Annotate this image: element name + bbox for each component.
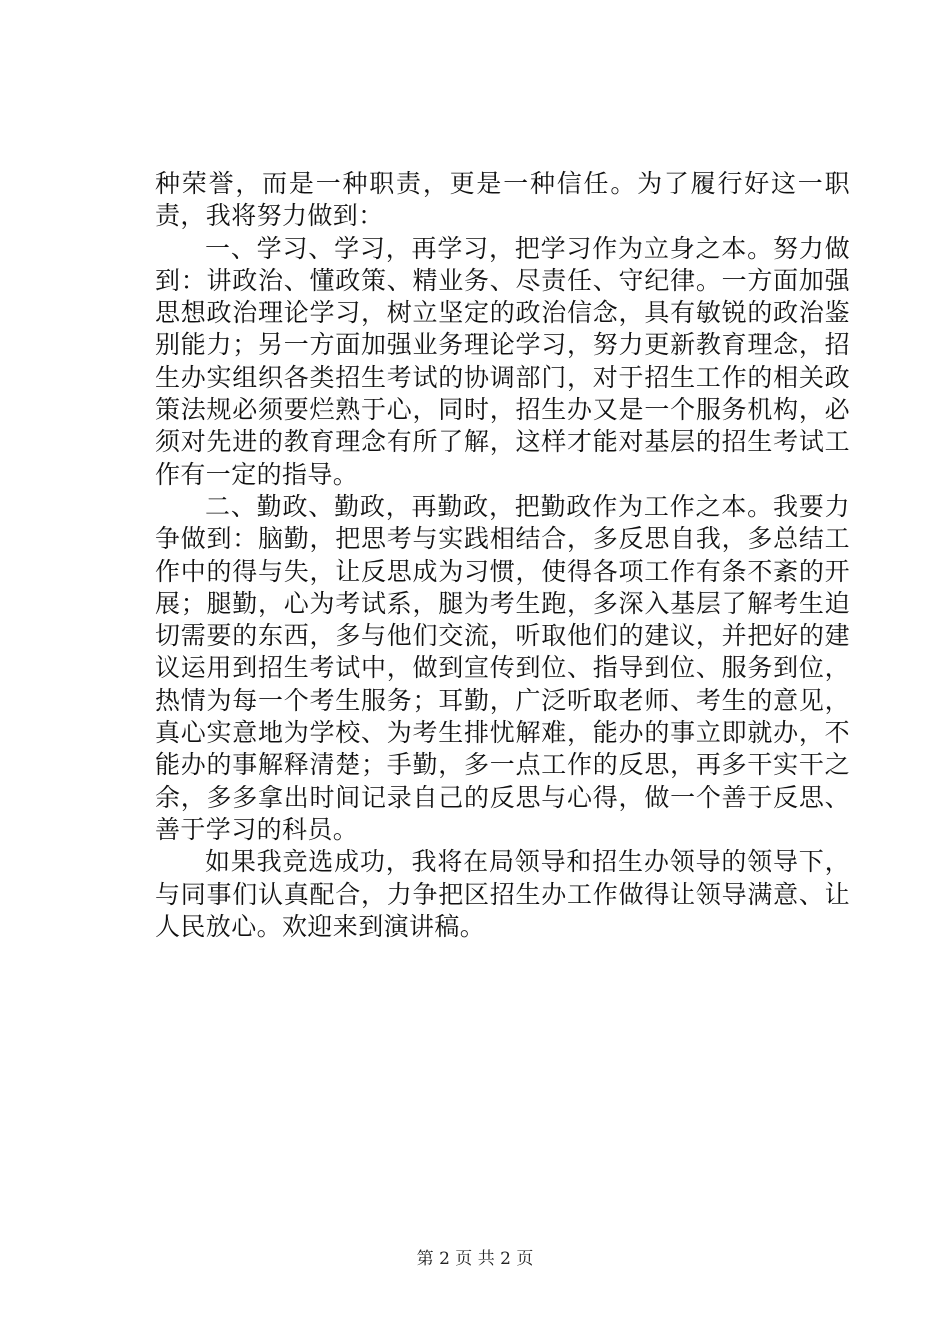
document-body: [155, 168, 850, 943]
paragraph-diligence: 二、勤政、勤政，再勤政，把勤政作为工作之本。我要力争做到：脑勤，把思考与实践相结合，多反思自我，多总结工作中的得与失，让反思成为习惯，使得各项工作有条不紊的开展；腿勤，心为考试系，腿为考生跑，多深入基层了解考生迫切需要的东西，多与他们交流，听取他们的建议，并把好的建议运用到招生考试中，做到宣传到位、指导到位、服务到位，热情为每一个考生服务；耳勤，广泛听取老师、考生的意见，真心实意地为学校、为考生排忧解难，能办的事立即就办，不能办的事解释清楚；手勤，多一点工作的反思，再多干实干之余，多多拿出时间记录自己的反思与心得，做一个善于反思、善于学习的科员。: [155, 491, 850, 844]
paragraph-conclusion: 如果我竞选成功，我将在局领导和招生办领导的领导下，与同事们认真配合，力争把区招生办工作做得让领导满意、让人民放心。欢迎来到演讲稿。: [155, 847, 850, 941]
page-number-footer: 第 2 页 共 2 页: [416, 1249, 534, 1269]
paragraph-continuation: 种荣誉，而是一种职责，更是一种信任。为了履行好这一职责，我将努力做到：: [155, 169, 850, 231]
paragraph-study: 一、学习、学习，再学习，把学习作为立身之本。努力做到：讲政治、懂政策、精业务、尽责任、守纪律。一方面加强思想政治理论学习，树立坚定的政治信念，具有敏锐的政治鉴别能力；另一方面加强业务理论学习，努力更新教育理念，招生办实组织各类招生考试的协调部门，对于招生工作的相关政策法规必须要烂熟于心，同时，招生办又是一个服务机构，必须对先进的教育理念有所了解，这样才能对基层的招生考试工作有一定的指导。: [155, 233, 850, 489]
